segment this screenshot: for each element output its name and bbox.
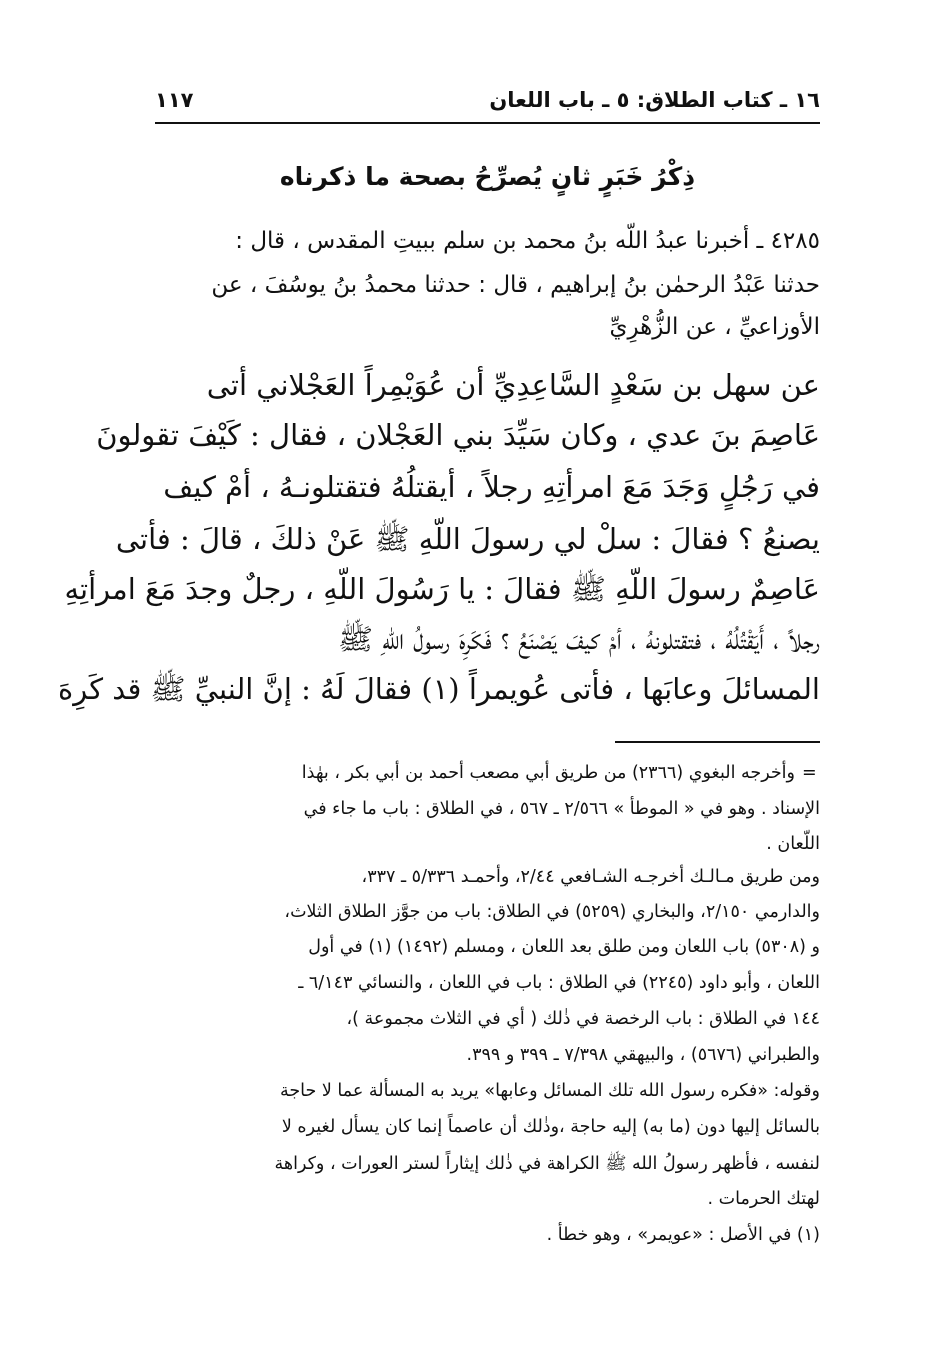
footnote-line: وقوله: «فكره رسول الله تلك المسائل وعابها» يريد به المسألة عما لا حاجة [279, 1081, 820, 1101]
footnote-line: ١٤٤ في الطلاق : باب الرخصة في ذٰلك ( أي في الثلاث مجموعة )، [346, 1009, 820, 1029]
page-number: ١١٧ [155, 88, 194, 112]
matn-line: في رَجُلٍ وَجَدَ مَعَ امرأتِهِ رجلاً ، أيقتلُهُ فتقتلونـهُ ، أمْ كيف [163, 470, 820, 504]
footnote-line: اللعان ، وأبو داود (٢٢٤٥) في الطلاق : باب في اللعان ، والنسائي ٦/١٤٣ ـ [298, 973, 820, 993]
sanad-line: حدثنا عَبْدُ الرحمٰن بنُ إبراهيم ، قال : حدثنا محمدُ بنُ يوسُفَ ، عن [211, 272, 820, 298]
sanad-line: الأوزاعيِّ ، عن الزُّهْرِيِّ [609, 314, 820, 340]
matn-line: يصنعُ ؟ فقالَ : سلْ لي رسولَ اللّهِ ﷺ عَنْ ذلكَ ، قالَ : فأتى [115, 522, 820, 556]
footnote-line: والدارمي ٢/١٥٠، والبخاري (٥٢٥٩) في الطلاق: باب من جوَّز الطلاق الثلاث، [284, 902, 820, 922]
footnote-separator [615, 741, 820, 743]
footnote-line: اللّعان . [766, 834, 820, 854]
footnote-line: لهتك الحرمات . [707, 1189, 820, 1209]
footnote-continuation-marker: = [802, 763, 817, 783]
footnote-line: والطبراني (٥٦٧٦) ، والبيهقي ٧/٣٩٨ ـ ٣٩٩ و ٣٩٩. [466, 1045, 820, 1065]
footnote-line: (١) في الأصل : «عويمر» ، وهو خطأ . [546, 1225, 820, 1245]
section-heading: ذِكْرُ خَبَرٍ ثانٍ يُصرِّحُ بصحة ما ذكرناه [279, 162, 696, 191]
matn-line: عن سهل بن سَعْدٍ السَّاعِدِيِّ أن عُوَيْمِراً العَجْلاني أتى [206, 368, 820, 402]
footnote-line: ومن طريق مـالـك أخرجـه الشـافعي ٢/٤٤، وأحمـد ٥/٣٣٦ ـ ٣٣٧، [361, 867, 820, 887]
matn-line: عَاصِمٌ رسولَ اللّهِ ﷺ فقالَ : يا رَسُولَ اللّهِ ، رجلٌ وجدَ مَعَ امرأتِهِ [64, 572, 820, 606]
footnote-line: الإسناد . وهو في « الموطأ » ٢/٥٦٦ ـ ٥٦٧ ، في الطلاق : باب ما جاء في [303, 799, 820, 819]
running-title: ١٦ ـ كتاب الطلاق: ٥ ـ باب اللعان [489, 88, 820, 112]
footnote-line: وأخرجه البغوي (٢٣٦٦) من طريق أبي مصعب أحمد بن أبي بكر ، بهٰذا [301, 763, 795, 783]
running-header [155, 86, 820, 124]
matn-line: رجلاً ، أَيَقْتُلُهُ ، فتقتلونهُ ، أمْ كيفَ يَصْنَعُ ؟ فَكَرِهَ رسولُ اللّهِ ﷺ [338, 622, 820, 656]
footnote-line: بالسائل إليها دون (ما به) إليه حاجة ،وذٰلك أن عاصماً إنما كان يسأل لغيره لا [281, 1117, 820, 1137]
footnote-line: و (٥٣٠٨) باب اللعان ومن طلق بعد اللعان ، ومسلم (١٤٩٢) (١) في أول [308, 937, 820, 957]
matn-line: المسائلَ وعابَها ، فأتى عُويمراً (١) فقالَ لَهُ : إنَّ النبيِّ ﷺ قد كَرِهَ [58, 672, 820, 706]
matn-line: عَاصِمَ بنَ عدي ، وكان سَيِّدَ بني العَجْلان ، فقال : كَيْفَ تقولونَ [96, 418, 820, 452]
sanad-line: ٤٢٨٥ ـ أخبرنا عبدُ اللّه بنُ محمد بن سلم ببيتِ المقدس ، قال : [235, 228, 820, 254]
footnote-line: لنفسه ، فأظهر رسولُ الله ﷺ الكراهة في ذٰلك إيثاراً لستر العورات ، وكراهة [274, 1154, 820, 1174]
